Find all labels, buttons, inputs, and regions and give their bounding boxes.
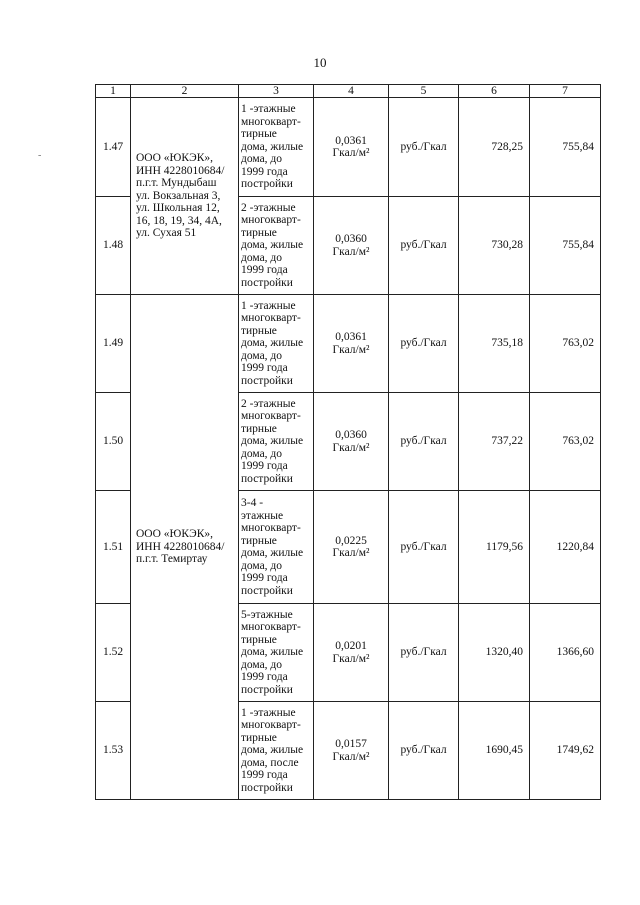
- building-type-cell: [239, 393, 314, 491]
- unit-cell: руб./Гкал: [389, 98, 459, 197]
- building-type-line: 1999 года: [241, 769, 288, 782]
- organization-cell: [131, 295, 239, 800]
- building-type-line: 2 -этажные: [241, 397, 296, 410]
- header-cell: 6: [459, 85, 530, 98]
- building-type-line: многокварт-: [241, 312, 301, 325]
- building-type-line: тирные: [241, 731, 277, 744]
- unit-cell: руб./Гкал: [389, 491, 459, 604]
- building-type-line: дома, жилые: [241, 337, 304, 350]
- tariff-cell-col6: 1179,56: [459, 491, 530, 604]
- building-type-line: дома, до: [241, 559, 283, 572]
- building-type-line: тирные: [241, 422, 277, 435]
- norm-value: 0,0201: [335, 640, 367, 652]
- building-type-line: дома, жилые: [241, 435, 304, 448]
- tariff-cell-col6: 735,18: [459, 295, 530, 393]
- norm-value: 0,0361: [335, 134, 367, 147]
- unit-cell: руб./Гкал: [389, 702, 459, 800]
- building-type-line: 1999 года: [241, 671, 288, 684]
- margin-mark: -: [38, 150, 42, 161]
- building-type-line: тирные: [241, 633, 277, 646]
- building-type-cell: [239, 702, 314, 800]
- tariff-cell-col7: 755,84: [530, 98, 601, 197]
- building-type-line: 3-4 -: [241, 497, 264, 509]
- building-type-line: дома, жилые: [241, 239, 304, 252]
- organization-line: ул. Сухая 51: [136, 227, 197, 240]
- norm-cell: [314, 604, 389, 702]
- row-number-cell: 1.49: [96, 295, 131, 393]
- building-type-line: 5-этажные: [241, 608, 293, 621]
- header-cell: 7: [530, 85, 601, 98]
- norm-unit: Гкал/м²: [332, 147, 370, 159]
- tariff-cell-col7: 763,02: [530, 295, 601, 393]
- norm-value: 0,0157: [335, 738, 367, 750]
- building-type-line: постройки: [241, 781, 293, 794]
- building-type-line: 2 -этажные: [241, 201, 296, 214]
- building-type-line: 1999 года: [241, 165, 288, 178]
- norm-cell: [314, 393, 389, 491]
- norm-unit: Гкал/м²: [332, 750, 370, 763]
- organization-line: ООО «ЮКЭК»,: [136, 152, 214, 165]
- building-type-line: дома, до: [241, 658, 283, 671]
- building-type-line: 1999 года: [241, 572, 288, 584]
- building-type-line: тирные: [241, 324, 277, 337]
- building-type-line: дома, жилые: [241, 744, 304, 757]
- norm-value: 0,0360: [335, 429, 367, 441]
- building-type-line: 1 -этажные: [241, 706, 296, 719]
- building-type-line: многокварт-: [241, 115, 301, 128]
- organization-line: п.г.т. Темиртау: [136, 553, 208, 566]
- building-type-cell: [239, 604, 314, 702]
- tariff-cell-col7: 755,84: [530, 197, 601, 295]
- building-type-cell: [239, 98, 314, 197]
- tariff-cell-col6: 1690,45: [459, 702, 530, 800]
- norm-cell: [314, 702, 389, 800]
- row-number-cell: 1.52: [96, 604, 131, 702]
- norm-unit: Гкал/м²: [332, 547, 370, 559]
- norm-value: 0,0225: [335, 534, 367, 547]
- building-type-line: постройки: [241, 276, 293, 289]
- norm-value: 0,0361: [335, 331, 367, 343]
- building-type-line: постройки: [241, 472, 293, 485]
- row-number-cell: 1.53: [96, 702, 131, 800]
- building-type-line: дома, жилые: [241, 140, 304, 153]
- table-header-row: [96, 85, 601, 98]
- norm-cell: [314, 98, 389, 197]
- building-type-line: постройки: [241, 683, 293, 696]
- building-type-line: тирные: [241, 534, 277, 547]
- tariff-cell-col7: 1749,62: [530, 702, 601, 800]
- building-type-cell: [239, 491, 314, 604]
- page-number: 10: [313, 55, 327, 70]
- row-number-cell: 1.50: [96, 393, 131, 491]
- norm-cell: [314, 491, 389, 604]
- building-type-line: дома, до: [241, 251, 283, 264]
- building-type-line: многокварт-: [241, 214, 301, 227]
- organization-cell: [131, 98, 239, 295]
- header-cell: 1: [96, 85, 131, 98]
- building-type-line: многокварт-: [241, 522, 301, 534]
- building-type-line: 1999 года: [241, 460, 288, 473]
- organization-line: п.г.т. Мундыбаш: [136, 177, 217, 190]
- norm-unit: Гкал/м²: [332, 441, 370, 454]
- organization-line: ООО «ЮКЭК»,: [136, 528, 214, 541]
- tariff-table-body: [96, 85, 601, 800]
- tariff-table: [95, 84, 601, 800]
- unit-cell: руб./Гкал: [389, 393, 459, 491]
- unit-cell: руб./Гкал: [389, 197, 459, 295]
- building-type-line: тирные: [241, 226, 277, 239]
- building-type-line: дома, до: [241, 153, 283, 166]
- building-type-cell: [239, 197, 314, 295]
- header-cell: 2: [131, 85, 239, 98]
- organization-line: ИНН 4228010684/: [136, 164, 225, 177]
- unit-cell: руб./Гкал: [389, 604, 459, 702]
- building-type-line: тирные: [241, 128, 277, 141]
- norm-unit: Гкал/м²: [332, 245, 370, 258]
- norm-value: 0,0360: [335, 233, 367, 245]
- tariff-cell-col6: 728,25: [459, 98, 530, 197]
- tariff-cell-col7: 1366,60: [530, 604, 601, 702]
- building-type-line: дома, после: [241, 756, 299, 769]
- building-type-line: 1 -этажные: [241, 103, 296, 116]
- row-number-cell: 1.47: [96, 98, 131, 197]
- table-row: [96, 295, 601, 393]
- header-cell: 4: [314, 85, 389, 98]
- building-type-line: дома, до: [241, 349, 283, 362]
- header-cell: 3: [239, 85, 314, 98]
- building-type-line: дома, жилые: [241, 547, 304, 559]
- tariff-cell-col6: 1320,40: [459, 604, 530, 702]
- building-type-line: постройки: [241, 178, 293, 191]
- header-cell: 5: [389, 85, 459, 98]
- tariff-cell-col6: 737,22: [459, 393, 530, 491]
- building-type-cell: [239, 295, 314, 393]
- building-type-line: 1999 года: [241, 362, 288, 375]
- unit-cell: руб./Гкал: [389, 295, 459, 393]
- tariff-cell-col7: 763,02: [530, 393, 601, 491]
- row-number-cell: 1.48: [96, 197, 131, 295]
- building-type-line: постройки: [241, 584, 293, 597]
- tariff-cell-col7: 1220,84: [530, 491, 601, 604]
- building-type-line: многокварт-: [241, 410, 301, 423]
- norm-unit: Гкал/м²: [332, 343, 370, 356]
- table-row: [96, 98, 601, 197]
- tariff-cell-col6: 730,28: [459, 197, 530, 295]
- organization-line: ул. Школьная 12,: [136, 202, 220, 215]
- organization-line: ул. Вокзальная 3,: [136, 189, 221, 202]
- building-type-line: многокварт-: [241, 621, 301, 634]
- organization-line: 16, 18, 19, 34, 4А,: [136, 214, 222, 227]
- building-type-line: многокварт-: [241, 719, 301, 732]
- building-type-line: дома, жилые: [241, 646, 304, 659]
- norm-cell: [314, 295, 389, 393]
- building-type-line: 1 -этажные: [241, 299, 296, 312]
- building-type-line: 1999 года: [241, 264, 288, 277]
- norm-unit: Гкал/м²: [332, 652, 370, 665]
- building-type-line: постройки: [241, 374, 293, 387]
- building-type-line: дома, до: [241, 447, 283, 460]
- building-type-line: этажные: [241, 509, 284, 522]
- row-number-cell: 1.51: [96, 491, 131, 604]
- organization-line: ИНН 4228010684/: [136, 540, 225, 553]
- norm-cell: [314, 197, 389, 295]
